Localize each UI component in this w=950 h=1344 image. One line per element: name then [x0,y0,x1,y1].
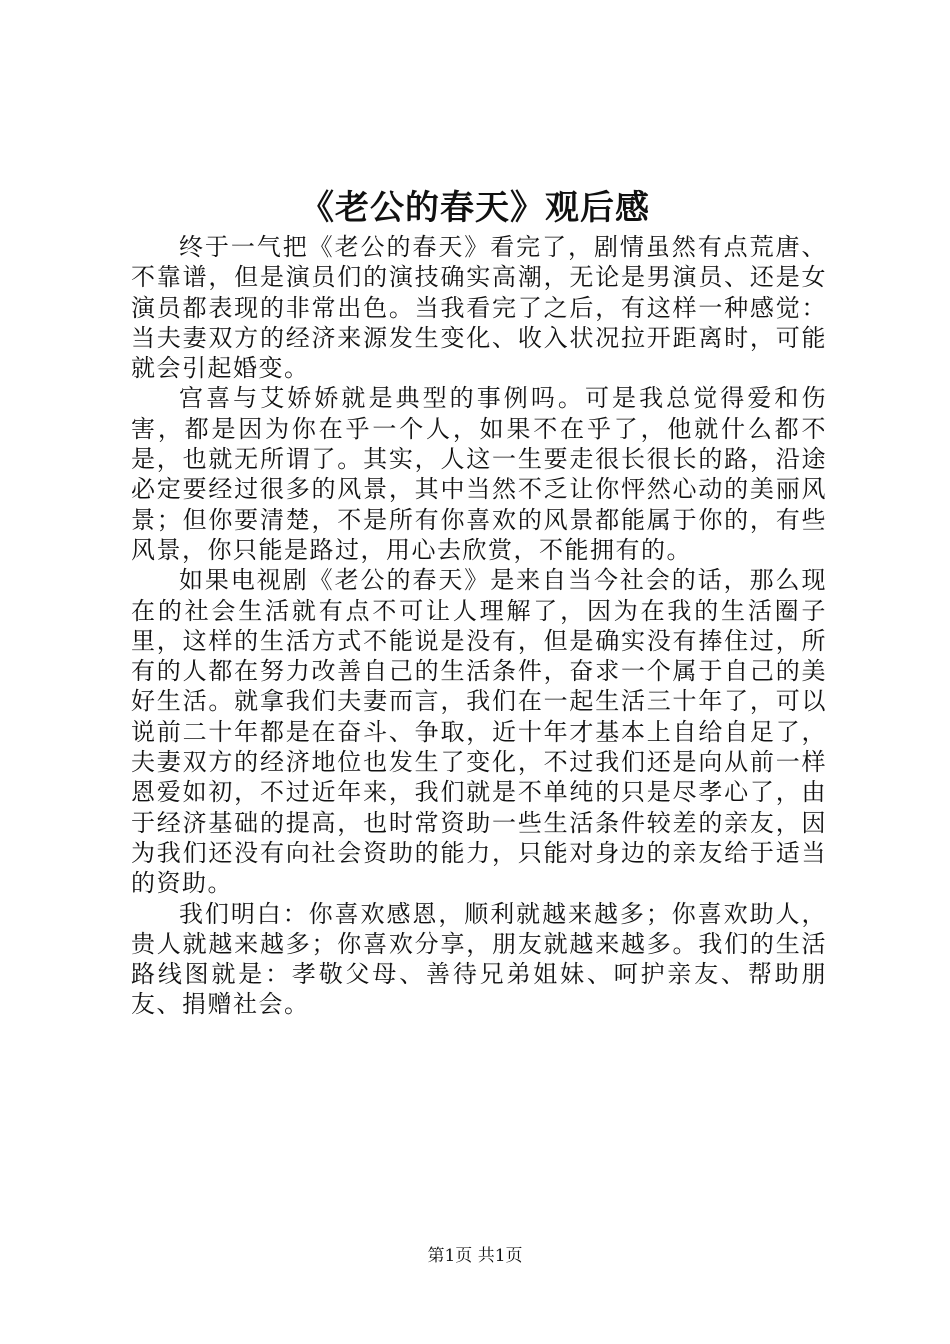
paragraph-4: 我们明白：你喜欢感恩，顺利就越来越多；你喜欢助人，贵人就越来越多；你喜欢分享，朋友就越来越多。我们的生活路线图就是：孝敬父母、善待兄弟姐妹、呵护亲友、帮助朋友、捐赠社会。 [131,899,827,1019]
paragraph-2: 宫喜与艾娇娇就是典型的事例吗。可是我总觉得爱和伤害，都是因为你在乎一个人，如果不在乎了，他就什么都不是，也就无所谓了。其实，人这一生要走很长很长的路，沿途必定要经过很多的风景，其中当然不乏让你怦然心动的美丽风景；但你要清楚，不是所有你喜欢的风景都能属于你的，有些风景，你只能是路过，用心去欣赏，不能拥有的。 [131,384,827,564]
page-footer [0,1244,950,1268]
page-title: 《老公的春天》观后感 [300,188,650,228]
paragraph-3: 如果电视剧《老公的春天》是来自当今社会的话，那么现在的社会生活就有点不可让人理解了，因为在我的生活圈子里，这样的生活方式不能说是没有，但是确实没有捧住过，所有的人都在努力改善自己的生活条件，奋求一个属于自己的美好生活。就拿我们夫妻而言，我们在一起生活三十年了，可以说前二十年都是在奋斗、争取，近十年才基本上自给自足了，夫妻双方的经济地位也发生了变化，不过我们还是向从前一样恩爱如初，不过近年来，我们就是不单纯的只是尽孝心了，由于经济基础的提高，也时常资助一些生活条件较差的亲友，因为我们还没有向社会资助的能力，只能对身边的亲友给于适当的资助。 [131,566,827,898]
document-body [131,232,827,1020]
paragraph-1: 终于一气把《老公的春天》看完了，剧情虽然有点荒唐、不靠谱，但是演员们的演技确实高潮，无论是男演员、还是女演员都表现的非常出色。当我看完了之后，有这样一种感觉：当夫妻双方的经济来源发生变化、收入状况拉开距离时，可能就会引起婚变。 [131,233,827,383]
page-number-current: 第1页 [427,1246,473,1266]
page-number-total: 共1页 [477,1246,523,1266]
